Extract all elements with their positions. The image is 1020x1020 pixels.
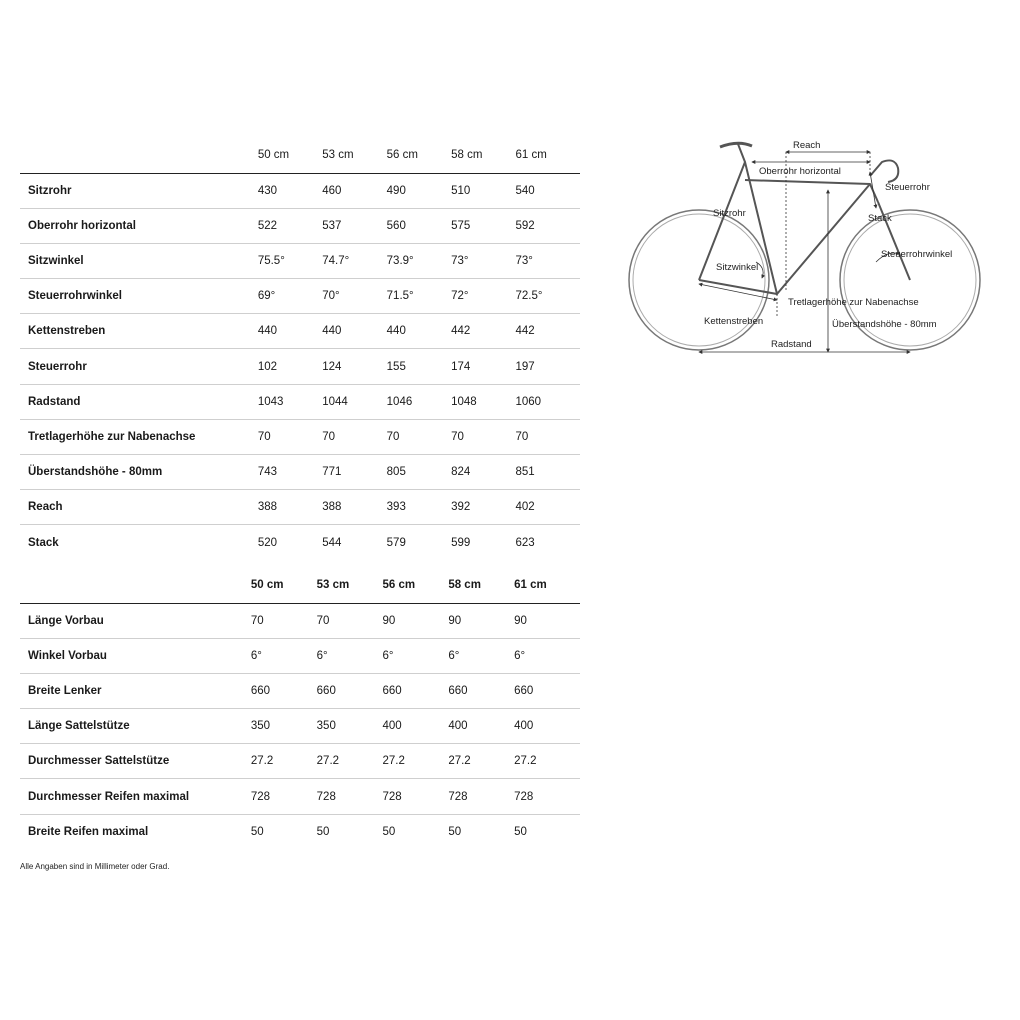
row-value: 350	[316, 720, 336, 733]
label-chainstay: Kettenstreben	[704, 316, 764, 327]
component-table	[20, 568, 580, 849]
row-value: 124	[322, 360, 342, 373]
table-row	[20, 638, 580, 673]
row-value: 728	[448, 790, 468, 803]
row-value: 851	[515, 466, 535, 479]
header-cell: 58 cm	[451, 138, 515, 173]
row-value: 70	[322, 430, 336, 443]
row-value: 510	[451, 184, 471, 197]
header-cell	[20, 138, 258, 173]
row-value: 27.2	[316, 755, 340, 768]
row-value: 560	[386, 219, 406, 232]
row-value: 350	[250, 720, 271, 733]
table-row	[20, 173, 580, 208]
row-label: Sitzwinkel	[28, 254, 84, 267]
row-value: 540	[515, 184, 535, 197]
row-label: Steuerrohr	[28, 360, 87, 373]
row-value: 90	[514, 614, 527, 627]
row-value: 490	[386, 184, 406, 197]
row-value: 70	[386, 430, 400, 443]
row-value: 660	[316, 684, 336, 697]
row-value: 392	[451, 501, 471, 514]
row-value: 440	[257, 325, 277, 338]
row-value: 660	[382, 684, 402, 697]
row-label: Überstandshöhe - 80mm	[28, 466, 163, 479]
row-value: 73°	[515, 254, 533, 267]
header-cell: 50 cm	[251, 568, 317, 603]
row-value: 50	[448, 825, 462, 838]
row-value: 402	[515, 501, 535, 514]
row-value: 537	[322, 219, 342, 232]
row-value: 660	[448, 684, 468, 697]
row-value: 6°	[250, 649, 262, 662]
label-bb-drop: Tretlagerhöhe zur Nabenachse	[788, 297, 919, 308]
row-value: 388	[257, 501, 277, 514]
row-value: 388	[322, 501, 342, 514]
row-value: 102	[257, 360, 277, 373]
header-cell: 53 cm	[317, 568, 383, 603]
row-value: 599	[451, 536, 471, 549]
row-value: 74.7°	[322, 254, 350, 267]
table-header-row	[20, 138, 580, 173]
row-value: 70°	[322, 290, 340, 303]
row-value: 440	[322, 325, 342, 338]
table-row	[20, 525, 580, 560]
row-value: 824	[451, 466, 471, 479]
row-value: 728	[514, 790, 534, 803]
row-value: 6°	[514, 649, 526, 662]
row-value: 70	[250, 614, 264, 627]
row-value: 70	[257, 430, 271, 443]
row-value: 520	[257, 536, 277, 549]
row-value: 1044	[322, 395, 348, 408]
row-value: 174	[451, 360, 471, 373]
row-value: 400	[448, 720, 468, 733]
table-row	[20, 314, 580, 349]
row-label: Stack	[28, 536, 59, 549]
row-value: 27.2	[250, 755, 274, 768]
row-label: Steuerrohrwinkel	[28, 290, 122, 303]
row-value: 27.2	[514, 755, 537, 768]
row-value: 50	[514, 825, 527, 838]
row-value: 90	[448, 614, 462, 627]
row-value: 1043	[257, 395, 284, 408]
row-value: 6°	[382, 649, 394, 662]
row-value: 50	[316, 825, 330, 838]
row-label: Tretlagerhöhe zur Nabenachse	[28, 430, 196, 443]
table-row	[20, 603, 580, 638]
table-row	[20, 349, 580, 384]
table-row	[20, 779, 580, 814]
row-value: 400	[514, 720, 534, 733]
table-row	[20, 208, 580, 243]
row-value: 579	[386, 536, 406, 549]
row-value: 1048	[451, 395, 477, 408]
label-stack: Stack	[868, 213, 892, 224]
row-label: Kettenstreben	[28, 325, 106, 338]
row-value: 1046	[386, 395, 413, 408]
row-label: Durchmesser Sattelstütze	[28, 755, 170, 768]
row-value: 90	[382, 614, 396, 627]
row-value: 71.5°	[386, 290, 414, 303]
row-value: 805	[386, 466, 406, 479]
label-head-tube: Steuerrohr	[885, 182, 930, 193]
row-value: 73°	[451, 254, 469, 267]
table-row	[20, 279, 580, 314]
row-label: Durchmesser Reifen maximal	[28, 790, 190, 803]
header-cell	[20, 568, 251, 603]
table-header-row	[20, 568, 580, 603]
row-value: 1060	[515, 395, 542, 408]
frame-geometry-table	[20, 138, 580, 560]
row-value: 155	[386, 360, 406, 373]
row-value: 430	[257, 184, 277, 197]
header-cell: 61 cm	[514, 568, 580, 603]
row-value: 6°	[448, 649, 460, 662]
table-row	[20, 243, 580, 278]
row-value: 440	[386, 325, 406, 338]
row-label: Breite Reifen maximal	[28, 825, 149, 838]
table-row	[20, 455, 580, 490]
header-cell: 50 cm	[258, 138, 322, 173]
row-label: Breite Lenker	[28, 684, 102, 697]
label-seat-tube: Sitzrohr	[713, 208, 746, 219]
table-row	[20, 744, 580, 779]
row-value: 72°	[451, 290, 469, 303]
row-value: 50	[382, 825, 396, 838]
header-cell: 56 cm	[382, 568, 448, 603]
row-value: 69°	[257, 290, 276, 303]
label-reach: Reach	[793, 140, 821, 151]
row-value: 50	[250, 825, 264, 838]
row-value: 70	[451, 430, 464, 443]
row-label: Oberrohr horizontal	[28, 219, 136, 232]
row-value: 393	[386, 501, 406, 514]
footnote: Alle Angaben sind in Millimeter oder Grad.	[20, 862, 170, 871]
row-value: 728	[250, 790, 271, 803]
row-value: 27.2	[448, 755, 471, 768]
row-value: 623	[515, 536, 535, 549]
bike-geometry-diagram	[620, 132, 990, 362]
label-top-tube: Oberrohr horizontal	[759, 166, 841, 177]
header-cell: 61 cm	[516, 138, 581, 173]
row-value: 73.9°	[386, 254, 414, 267]
row-value: 522	[257, 219, 277, 232]
row-value: 442	[451, 325, 471, 338]
table-row	[20, 384, 580, 419]
table-row	[20, 814, 580, 849]
row-value: 660	[250, 684, 271, 697]
row-value: 544	[322, 536, 342, 549]
header-cell: 53 cm	[322, 138, 386, 173]
row-value: 743	[257, 466, 277, 479]
row-value: 592	[515, 219, 535, 232]
row-value: 442	[515, 325, 535, 338]
table-row	[20, 419, 580, 454]
row-value: 6°	[316, 649, 328, 662]
label-seat-angle: Sitzwinkel	[716, 262, 759, 273]
row-value: 728	[382, 790, 402, 803]
row-label: Winkel Vorbau	[28, 649, 107, 662]
header-cell: 56 cm	[387, 138, 451, 173]
row-value: 75.5°	[257, 254, 285, 267]
row-value: 72.5°	[515, 290, 543, 303]
row-value: 27.2	[382, 755, 405, 768]
label-wheelbase: Radstand	[771, 339, 812, 350]
table-row	[20, 709, 580, 744]
table-row	[20, 490, 580, 525]
row-label: Länge Sattelstütze	[28, 720, 130, 733]
row-value: 70	[515, 430, 529, 443]
row-value: 575	[451, 219, 471, 232]
row-label: Sitzrohr	[28, 184, 72, 197]
row-label: Reach	[28, 501, 63, 514]
row-value: 728	[316, 790, 336, 803]
label-head-angle: Steuerrohrwinkel	[881, 249, 953, 260]
row-value: 197	[515, 360, 535, 373]
row-value: 660	[514, 684, 534, 697]
header-cell: 58 cm	[448, 568, 514, 603]
table-row	[20, 673, 580, 708]
label-standover: Überstandshöhe - 80mm	[832, 319, 937, 330]
row-value: 771	[322, 466, 342, 479]
row-value: 70	[316, 614, 330, 627]
row-label: Radstand	[28, 395, 81, 408]
row-value: 460	[322, 184, 342, 197]
row-value: 400	[382, 720, 402, 733]
row-label: Länge Vorbau	[28, 614, 104, 627]
